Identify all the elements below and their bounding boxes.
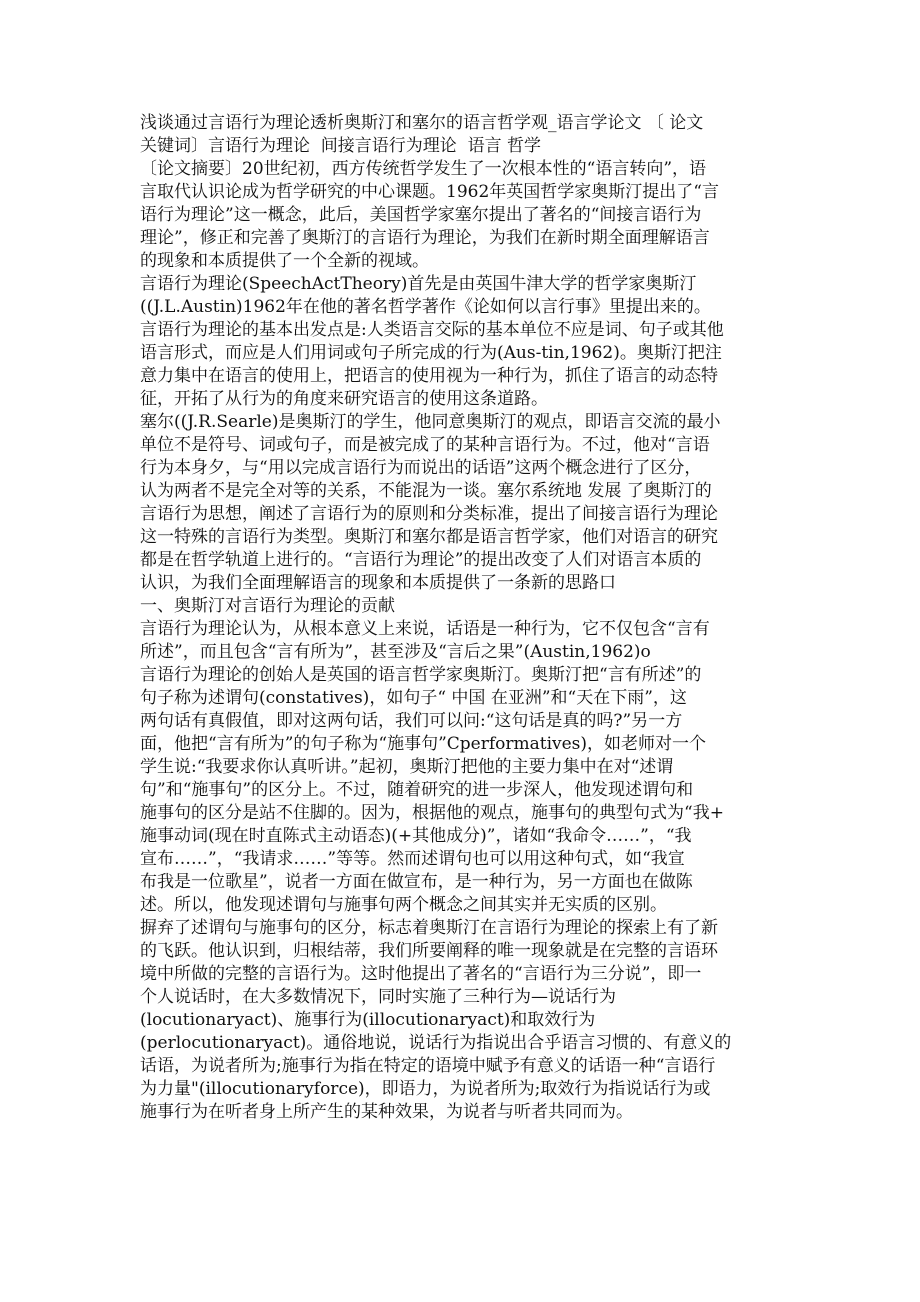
paragraph-line: 言语行为理论的基本出发点是:人类语言交际的基本单位不应是词、句子或其他 [140,320,724,340]
paragraph-line: 单位不是符号、词或句子，而是被完成了的某种言语行为。不过，他对“言语 [140,435,710,455]
paragraph-line: 面，他把“言有所为”的句子称为“施事句”Cperformatives)，如老师对一个 [140,734,707,754]
paragraph-line: 的飞跃。他认识到，归根结蒂，我们所要阐释的唯一现象就是在完整的言语环 [140,941,718,961]
paragraph-line: 塞尔((J.R.Searle)是奥斯汀的学生，他同意奥斯汀的观点，即语言交流的最小 [140,412,721,432]
keywords-line: 关键词〕言语行为理论 间接言语行为理论 语言 哲学 [140,136,542,156]
paragraph-line: 言语行为理论认为，从根本意义上来说，话语是一种行为，它不仅包含“言有 [140,619,710,639]
paragraph-line: 行为本身夕，与“用以完成言语行为而说出的话语”这两个概念进行了区分， [140,458,702,478]
document-body [140,112,782,1124]
paragraph-line: 认识，为我们全面理解语言的现象和本质提供了一条新的思路口 [140,573,616,593]
paragraph-line: ((J.L.Austin)1962年在他的著名哲学著作《论如何以言行事》里提出来的。 [140,297,711,317]
paragraph-line: (perlocutionaryact)。通俗地说，说话行为指说出合乎语言习惯的、有意义的 [140,1033,732,1053]
paragraph-line: 个人说话时，在大多数情况下，同时实施了三种行为—说话行为 [140,987,616,1007]
abstract-line: 理论”，修正和完善了奥斯汀的言语行为理论，为我们在新时期全面理解语言 [140,228,710,248]
paragraph-line: 摒弃了述谓句与施事句的区分，标志着奥斯汀在言语行为理论的探索上有了新 [140,918,718,938]
paragraph-line: 都是在哲学轨道上进行的。“言语行为理论”的提出改变了人们对语言本质的 [140,550,702,570]
paragraph-line: 两句话有真假值，即对这两句话，我们可以问:“这句话是真的吗?”另一方 [140,711,683,731]
paragraph-line: 学生说:“我要求你认真听讲。”起初，奥斯汀把他的主要力集中在对“述谓 [140,757,674,777]
paragraph-line: 述。所以，他发现述谓句与施事句两个概念之间其实并无实质的区别。 [140,895,667,915]
paragraph-line: 施事行为在听者身上所产生的某种效果，为说者与听者共同而为。 [140,1102,633,1122]
paragraph-line: 话语，为说者所为;施事行为指在特定的语境中赋予有意义的话语一种“言语行 [140,1056,716,1076]
paragraph-line: 这一特殊的言语行为类型。奥斯汀和塞尔都是语言哲学家，他们对语言的研究 [140,527,718,547]
paragraph-line: 所述”，而且包含“言有所为”，甚至涉及“言后之果”(Austin,1962)o [140,642,651,662]
paragraph-line: 境中所做的完整的言语行为。这时他提出了著名的“言语行为三分说”，即一 [140,964,702,984]
paragraph-line: 施事句的区分是站不住脚的。因为，根据他的观点，施事句的典型句式为“我+ [140,803,724,823]
paragraph-line: 言语行为理论的创始人是英国的语言哲学家奥斯汀。奥斯汀把“言有所述”的 [140,665,702,685]
paragraph-line: 认为两者不是完全对等的关系，不能混为一谈。塞尔系统地 发展 了奥斯汀的 [140,481,712,501]
abstract-line: 的现象和本质提供了一个全新的视域。 [140,251,429,271]
paragraph-line: 征，开拓了从行为的角度来研究语言的使用这条道路。 [140,389,548,409]
paragraph-line: 意力集中在语言的使用上，把语言的使用视为一种行为，抓住了语言的动态特 [140,366,718,386]
paragraph-line: 布我是一位歌星”，说者一方面在做宣布，是一种行为，另一方面也在做陈 [140,872,693,892]
paragraph-line: (locutionaryact)、施事行为(illocutionaryact)和取效行为 [140,1010,596,1030]
paragraph-line: 句”和“施事句”的区分上。不过，随着研究的进一步深人，他发现述谓句和 [140,780,694,800]
paragraph-line: 言语行为思想，阐述了言语行为的原则和分类标准，提出了间接言语行为理论 [140,504,718,524]
section-heading: 一、奥斯汀对言语行为理论的贡献 [140,596,395,616]
paragraph-line: 宣布……”，“我请求……”等等。然而述谓句也可以用这种句式，如“我宣 [140,849,685,869]
paragraph-line: 施事动词(现在时直陈式主动语态)(+其他成分)”，诸如“我命令……”，“我 [140,826,692,846]
abstract-line: 言取代认识论成为哲学研究的中心课题。1962年英国哲学家奥斯汀提出了“言 [140,182,719,202]
title-line: 浅谈通过言语行为理论透析奥斯汀和塞尔的语言哲学观_语言学论文 〔 论文 [140,113,704,133]
abstract-line: 〔论文摘要〕20世纪初，西方传统哲学发生了一次根本性的“语言转向”，语 [140,159,707,179]
paragraph-line: 句子称为述谓句(constatives)，如句子“ 中国 在亚洲”和“天在下雨”，这 [140,688,687,708]
paragraph-line: 言语行为理论(SpeechActTheory)首先是由英国牛津大学的哲学家奥斯汀 [140,274,697,294]
paragraph-line: 语言形式，而应是人们用词或句子所完成的行为(Aus-tin,1962)。奥斯汀把注 [140,343,722,363]
paragraph-line: 为力量"(illocutionaryforce)，即语力，为说者所为;取效行为指说话行为或 [140,1079,711,1099]
abstract-line: 语行为理论”这一概念，此后，美国哲学家塞尔提出了著名的“间接言语行为 [140,205,702,225]
